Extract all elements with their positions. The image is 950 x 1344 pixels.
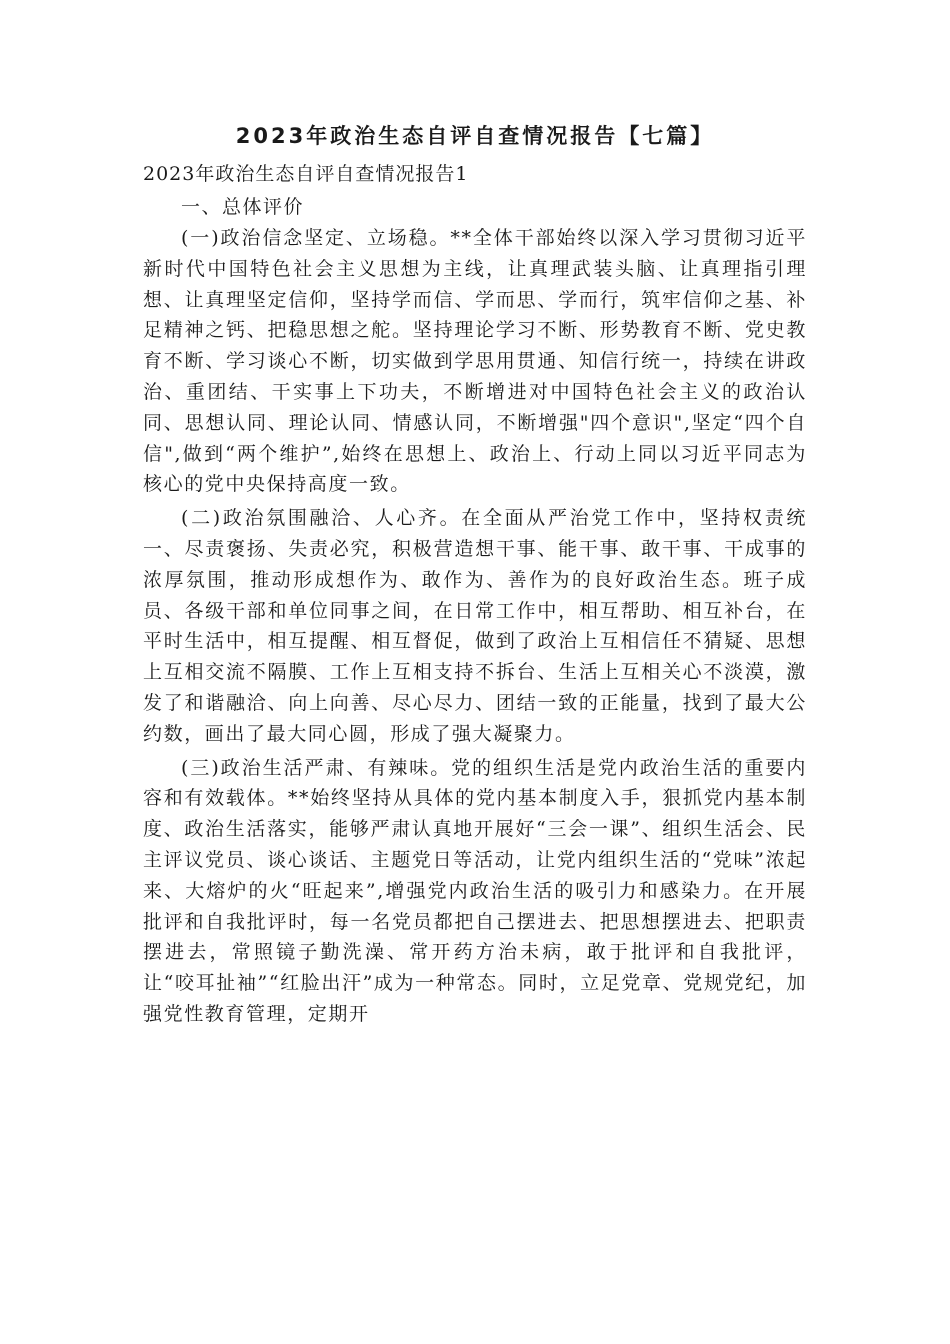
section-heading: 一、总体评价 xyxy=(181,196,305,218)
paragraph-political-life: (三)政治生活严肃、有辣味。党的组织生活是党内政治生活的重要内容和有效载体。**始终坚持从具体的党内基本制度入手，狠抓党内基本制度、政治生活落实，能够严肃认真地开展好“三会一课”、组织生活会、民主评议党员、谈心谈话、主题党日等活动，让党内组织生活的“党味”浓起来、大熔炉的火“旺起来”,增强党内政治生活的吸引力和感染力。在开展批评和自我批评时，每一名党员都把自己摆进去、把思想摆进去、把职责摆进去，常照镜子勤洗澡、常开药方治未病，敢于批评和自我批评，让“咬耳扯袖”“红脸出汗”成为一种常态。同时，立足党章、党规党纪，加强党性教育管理，定期开 xyxy=(143,756,807,1025)
report-subtitle: 2023年政治生态自评自查情况报告1 xyxy=(143,163,469,185)
document-title: 2023年政治生态自评自查情况报告【七篇】 xyxy=(235,124,715,148)
paragraph-political-belief: (一)政治信念坚定、立场稳。**全体干部始终以深入学习贯彻习近平新时代中国特色社会主义思想为主线，让真理武装头脑、让真理指引理想、让真理坚定信仰，坚持学而信、学而思、学而行，筑牢信仰之基、补足精神之钙、把稳思想之舵。坚持理论学习不断、形势教育不断、党史教育不断、学习谈心不断，切实做到学思用贯通、知信行统一，持续在讲政治、重团结、干实事上下功夫，不断增进对中国特色社会主义的政治认同、思想认同、理论认同、情感认同，不断增强"四个意识",坚定“四个自信",做到“两个维护”,始终在思想上、政治上、行动上同以习近平同志为核心的党中央保持高度一致。 xyxy=(143,227,807,496)
document-body xyxy=(143,160,807,1030)
paragraph-political-atmosphere: (二)政治氛围融洽、人心齐。在全面从严治党工作中，坚持权责统一、尽责褒扬、失责必究，积极营造想干事、能干事、敢干事、干成事的浓厚氛围，推动形成想作为、敢作为、善作为的良好政治生态。班子成员、各级干部和单位同事之间，在日常工作中，相互帮助、相互补台，在平时生活中，相互提醒、相互督促，做到了政治上互相信任不猜疑、思想上互相交流不隔膜、工作上互相支持不拆台、生活上互相关心不淡漠，激发了和谐融洽、向上向善、尽心尽力、团结一致的正能量，找到了最大公约数，画出了最大同心圆，形成了强大凝聚力。 xyxy=(143,507,807,745)
